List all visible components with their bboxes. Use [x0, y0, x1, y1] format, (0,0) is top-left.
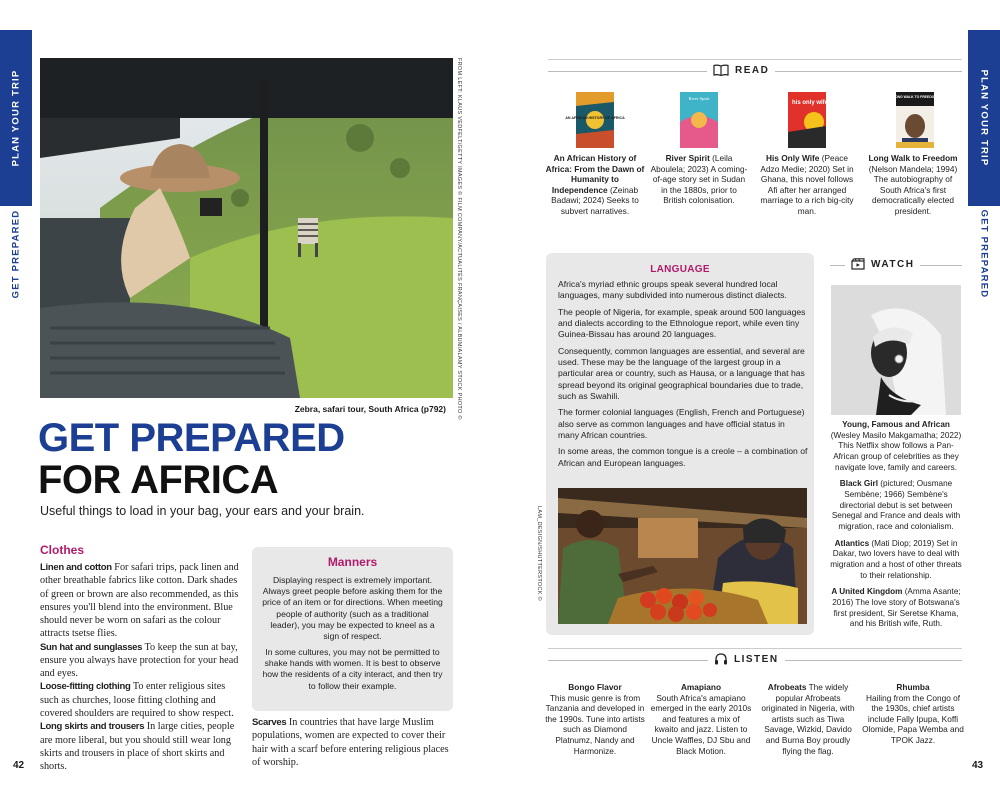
listen-top-rule [548, 648, 962, 649]
language-text [558, 279, 808, 474]
clothes-item: Loose-fitting clothing To enter religious sites such as churches, loose fitting clothing and covered shoulders are required to show respect. [40, 681, 234, 720]
tab-get-prepared-right: GET PREPARED [978, 209, 990, 299]
read-label [707, 64, 775, 76]
listen-label-text: LISTEN [734, 653, 779, 665]
manners-paragraph: Displaying respect is extremely important. Always greet people before asking them for the price of an item or for directions. When meeting people of authority (such as a traditional leader), you may be expected to kneel as a sign of respect. [262, 575, 443, 641]
language-paragraph: In some areas, the common tongue is a creole – a combination of African and European languages. [558, 446, 808, 468]
headphones-icon [714, 653, 728, 665]
book-cover-river-spirit [680, 92, 718, 148]
cover-text: River Spirit [688, 96, 710, 101]
book-caption: His Only Wife (Peace Adzo Medie; 2020) Set in Ghana, this novel follows Afi after her arranged marriage to a rich big-city man. [760, 153, 854, 217]
manners-heading: Manners [327, 555, 378, 569]
listen-item: Afrobeats The widely popular Afrobeats originated in Nigeria, with artists such as Tiwa Savage, Wizkid, Davido and Burna Boy proudly flying the flag. [761, 682, 855, 756]
clothes-heading: Clothes [40, 543, 85, 557]
manners-paragraph: In some cultures, you may not be permitted to shake hands with women. It is best to observe how the residents of a city interact, and then try to follow their example. [262, 647, 443, 691]
language-paragraph: The people of Nigeria, for example, speak around 500 languages and dialects according to the Ethnologue report, while even tiny Guinea-Bissau has around 20 languages. [558, 306, 806, 340]
intro-text: Useful things to load in your bag, your ears and your brain. [40, 504, 365, 518]
page-title-line-2: FOR AFRICA [38, 458, 279, 502]
watch-item: Young, Famous and African (Wesley Masilo Makgamatha; 2022) This Netflix show follows a Pan-African group of celebrities as they navigate love, family and careers. [830, 420, 962, 472]
book-cover-his-only-wife [788, 92, 829, 148]
black-girl-still [831, 285, 961, 415]
watch-label [845, 258, 920, 270]
listen-label [708, 653, 785, 665]
book-caption: River Spirit (Leila Aboulela; 2023) A coming-of-age story set in Sudan in the 1880s, prior to British colonisation. [650, 153, 748, 206]
tab-plan-your-trip-right: PLAN YOUR TRIP [978, 69, 990, 167]
tab-plan-your-trip-left: PLAN YOUR TRIP [10, 69, 22, 167]
clothes-list [40, 561, 240, 773]
listen-item: Rhumba Hailing from the Congo of the 1930s, chief artists include Fally Ipupa, Koffi Olomide, Papa Wemba and TPOK Jazz. [862, 682, 964, 746]
clothes-item: Linen and cotton For safari trips, pack linen and other breathable fabrics like cotton. Dark shades of green or brown are also recommended, as this ensures you'll blend into the environment. Blue should never be worn on safari as the colour attracts tsetse flies. [40, 562, 239, 640]
language-paragraph: Africa's myriad ethnic groups speak several hundred local languages, many subdivided into numerous distinct dialects. [558, 279, 787, 301]
language-heading: LANGUAGE [650, 264, 710, 275]
language-paragraph: The former colonial languages (English, French and Portuguese) also serve as common languages and have official status in many African countries. [558, 407, 805, 441]
tab-get-prepared-left: GET PREPARED [10, 209, 22, 299]
listen-item: Amapiano South Africa's amapiano emerged in the early 2010s and features a mix of kwaito and jazz. Listen to Uncle Waffles, DJ Sbu and Black Motion. [650, 682, 752, 756]
page-number-right: 43 [972, 760, 984, 771]
watch-item: Black Girl (pictured; Ousmane Sembène; 1966) Sembène's directorial debut is set between Senegal and France and deals with migration, race and colonialism. [831, 479, 961, 531]
watch-item: A United Kingdom (Amma Asante; 2016) The love story of Botswana's first president, Sir Seretse Khama, and his British wife, Ruth. [831, 587, 961, 629]
watch-label-text: WATCH [871, 258, 915, 270]
film-icon [851, 258, 865, 270]
clothes-item: Long skirts and trousers In large cities, people are more liberal, but you should still wear long skirts and trousers in place of short skirts and shorts. [40, 721, 235, 773]
book-cover-african-history [565, 92, 625, 148]
book-cover-long-walk [892, 92, 938, 148]
cover-text: LONG WALK TO FREEDOM [892, 95, 938, 99]
photo-credit-left: FROM LEFT: KLAUS VEDFELT/GETTY IMAGES © FILM COMPANY/ACTUALITÉS FRANÇAISES / ALBUM/ALAMY STOCK PHOTO © [456, 58, 462, 420]
cover-text: AN AFRICAN HISTORY OF AFRICA [565, 116, 625, 120]
book-caption: Long Walk to Freedom (Nelson Mandela; 1994) The autobiography of South Africa's first democratically elected president. [868, 153, 958, 217]
photo-credit-right: LAM_DESIGN/SHUTTERSTOCK © [536, 506, 542, 601]
market-photo [558, 488, 807, 624]
book-caption: An African History of Africa: From the Dawn of Humanity to Independence (Zeinab Badawi; 2024) Seeks to subvert narratives. [545, 153, 645, 217]
read-label-text: READ [735, 64, 770, 76]
cover-text: his only wife [792, 100, 829, 106]
clothes-item: Sun hat and sunglasses To keep the sun at bay, ensure you always have protection for your head and eyes. [40, 641, 239, 680]
language-box [546, 253, 814, 635]
watch-item: Atlantics (Mati Diop; 2019) Set in Dakar, two lovers have to deal with migration and a host of other threats to their relationship. [830, 538, 962, 580]
photo-caption: Zebra, safari tour, South Africa (p792) [294, 404, 446, 414]
manners-box [252, 547, 453, 711]
language-paragraph: Consequently, common languages are essential, and several are used. These may be the language of the largest group in a particular area or country, such as Hausa, or a language that has spread beyond its original geographical boundaries due to trade, such as Swahili. [558, 345, 805, 402]
read-top-rule [548, 59, 962, 60]
page-number-left: 42 [13, 760, 25, 771]
page-title-line-1: GET PREPARED [38, 416, 345, 460]
safari-photo [40, 58, 453, 398]
book-icon [713, 64, 729, 76]
listen-item: Bongo Flavor This music genre is from Tanzania and developed in the 1990s. Tune into artists such as Diamond Platnumz, Nandy and Harmonize. [545, 682, 645, 756]
scarves-item: Scarves In countries that have large Muslim populations, women are expected to cover their hair with a scarf before entering religious places of worship. [252, 717, 449, 768]
watch-list [828, 420, 964, 636]
